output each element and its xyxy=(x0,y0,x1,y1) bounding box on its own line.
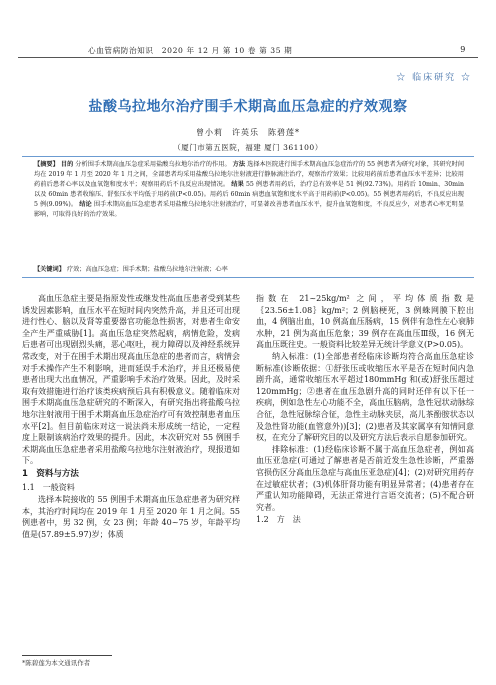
conclusion-label: 结论 xyxy=(79,201,92,209)
keywords xyxy=(34,264,464,273)
right-column xyxy=(256,293,474,526)
abstract xyxy=(34,160,464,221)
article-affiliation: （厦门市第五医院，福建 厦门 361100） xyxy=(173,143,323,152)
section-1-2-heading: 1.2 方 法 xyxy=(256,515,301,525)
left-column xyxy=(22,293,240,540)
conclusion-text: 围手术期高血压急症患者采用盐酸乌拉地尔注射液治疗，可显著改善患者血压水平，提升血氧饱和度，不良反应少，对患者心率无明显影响，可取得良好的治疗效果。 xyxy=(34,201,465,219)
footnote-rule xyxy=(22,655,112,656)
results-text: 55 例患者用药后，治疗总有效率是 51 例(92.73%)。用药后 10min、30min 以及 60min 患者收缩压、舒张压水平均低于用药前(P<0.05)。用药后 60min 病患血氧饱和度水平高于用药前(P<0.05)。55 例患者用药后，不良反应出现 5 例(9.09%)。 xyxy=(34,181,464,209)
objective-label: 目的 xyxy=(60,161,74,168)
header-rule xyxy=(18,57,478,58)
results-label: 结果 xyxy=(231,181,244,189)
article-authors: 曾小莉 许英乐 陈碧莲* xyxy=(196,128,300,137)
methods-label: 方法 xyxy=(232,161,246,168)
running-header xyxy=(88,45,466,56)
abstract-label: 【摘要】 xyxy=(34,161,59,168)
keywords-label: 【关键词】 xyxy=(34,266,65,273)
general-data-paragraph: 选择本院接收的 55 例围手术期高血压急症患者为研究样本，其治疗时间均在 2019 年 1 月至 2020 年 1 月之间。55 例患者中，男 32 例，女 23 例；年龄 40~75 岁，年龄平均值是(57.89±5.97)岁；体质 xyxy=(22,494,240,539)
methods-text: 选择本医院进行围手术期高血压急症治疗的 55 例患者为研究对象，其研究时间均在 2019 年 1 月至 2020 年 1 月之间，全部患者均采用盐酸乌拉地尔注射液进行静脉滴注治疗，观察治疗效果；比较用药前后患者血压水平差异；比较用药前后患者心率以及血氧饱和度水平；观察用药后不良反应出现情况。 xyxy=(34,161,465,189)
section-1-heading: 1 资料与方法 xyxy=(22,468,79,479)
inclusion-criteria: 纳入标准：(1)全部患者经临床诊断均符合高血压急症诊断标准(诊断依据：①舒张压或收缩压水平是否在短时间内急剧升高，通常收缩压水平超过180mmHg 和(或)舒张压超过 120mmHg；②患者在血压急剧升高的同时还伴有以下任一疾病，例如急性左心功能不全，高血压脑病，急性冠状动脉综合征，急性冠脉综合征，急性主动脉夹层，高儿茶酚胺状态以及急性肾功能(血管意外))[3]；(2)患者及其家属享有知情同意权，在充分了解研究目的以及研究方法后表示自愿参加研究。 xyxy=(256,351,474,443)
column-tag: ☆ 临床研究 ☆ xyxy=(396,73,472,83)
exclusion-criteria: 排除标准：(1)经临床诊断不属于高血压急症者，例如高血压亚急症(可通过了解患者是否前近发生急性诊断，严重器官损伤区分高血压急症与高血压亚急症)[4]；(2)对研究用药存在过敏症状者；(3)机体肝肾功能有明显异常者；(4)患者存在严重认知功能障碍，无法正常进行言语交流者；(5)不配合研究者。 xyxy=(256,444,474,512)
general-data-continued: 指数在 21~25kg/m² 之间，平均体质指数是｛23.56±1.08｝kg/m²；2 例脑梗死，3 例蛛网膜下腔出血，4 例脑出血，10 例高血压肠病，15 例伴有急性左心衰肺水肿，21 例为高血压危象；39 例存在高血压Ⅲ级，16 例无高血压既往史。一般资料比较差异无统计学意义(P>0.05)。 xyxy=(256,294,474,350)
objective-text: 分析围手术期高血压急症采用盐酸乌拉地尔治疗的作用。 xyxy=(75,161,231,168)
running-title: 心血管病防治知识 2020 年 12 月 第 10 卷 第 35 期 xyxy=(88,46,293,55)
intro-paragraph: 高血压急症主要是指原发性或继发性高血压患者受到某些诱发因素影响，血压水平在短时间内突然升高，并且还可出现进行性心、脑以及肾等重要器官功能急性损害，对患者生命安全产生严重威胁[1]。高血压急症突然起病，病情危险，发病后患者可出现剧烈头痛，恶心呕吐，视力障碍以及神经系统异常改变，对于在围手术期出现高血压急症的患者而言，病情会对手术操作产生不利影响，进而延误手术治疗，并且还极易使患者出现大出血情况，严重影响手术治疗效果。因此，及时采取有效措施进行治疗该类疾病预后具有积极意义。随着临床对围手术期高血压急症研究的不断深入，有研究指出将盐酸乌拉地尔注射液用于围手术期高血压急症治疗可有效控制患者血压水平[2]。但目前临床对这一说法尚未形成统一结论，一定程度上限制该病治疗效果的提升。因此，本次研究对 55 例围手术期高血压急症患者采用盐酸乌拉地尔注射液治疗，现报道如下。 xyxy=(22,294,240,466)
keywords-text: 疗效；高血压急症；围手术期；盐酸乌拉地尔注射液；心率 xyxy=(66,266,228,273)
footnote: *陈碧莲为本文通讯作者 xyxy=(22,659,91,667)
section-1-1-heading: 1.1 一般资料 xyxy=(22,482,75,492)
page-number: 9 xyxy=(460,45,466,54)
article-title: 盐酸乌拉地尔治疗围手术期高血压急症的疗效观察 xyxy=(88,99,408,115)
